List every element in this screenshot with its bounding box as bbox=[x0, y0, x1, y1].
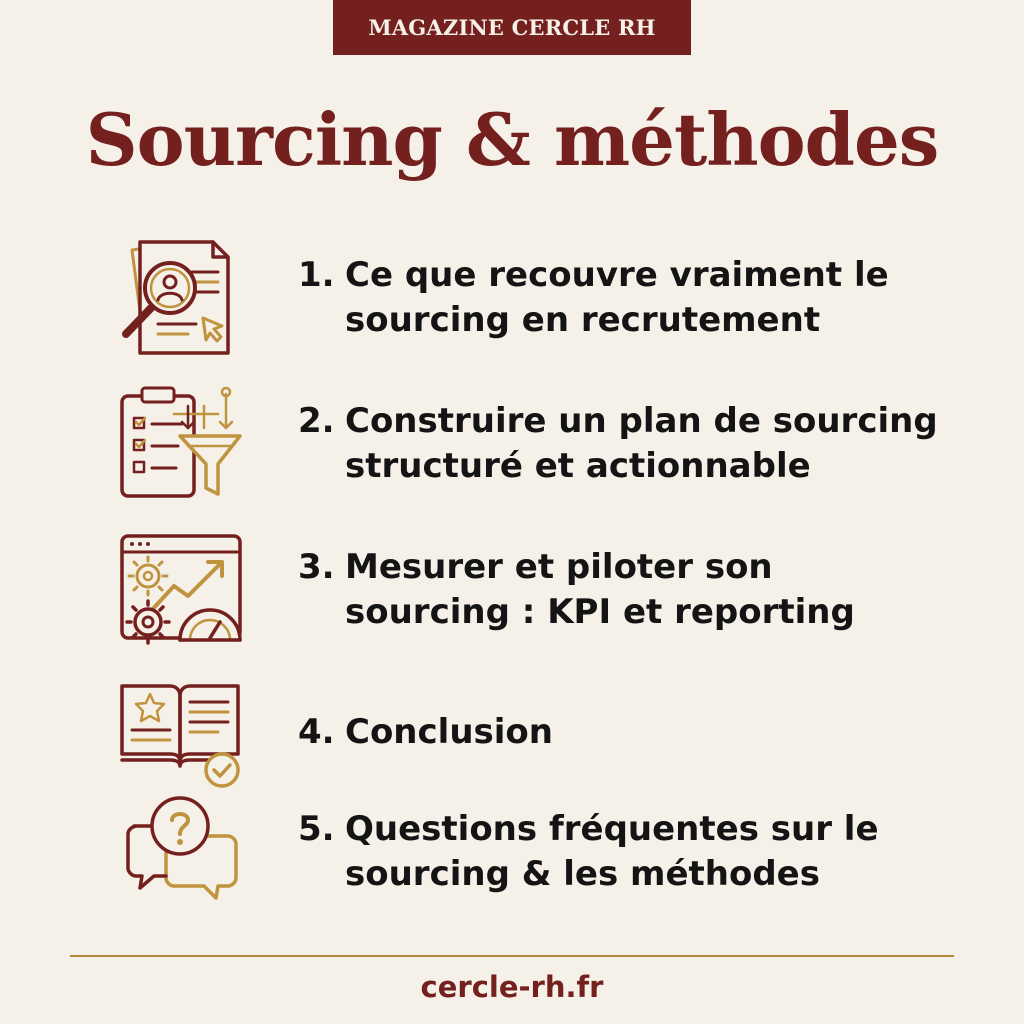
item-number: 4. bbox=[298, 711, 335, 752]
book-check-icon bbox=[118, 672, 244, 792]
item-label: Ce que recouvre vraiment le sourcing en recrutement bbox=[345, 255, 889, 340]
list-item-2 bbox=[118, 384, 998, 504]
dashboard-growth-icon bbox=[118, 530, 244, 650]
footer-divider bbox=[70, 955, 954, 957]
item-number: 5. bbox=[298, 809, 335, 849]
list-item-3 bbox=[118, 530, 998, 650]
item-number: 2. bbox=[298, 401, 335, 441]
item-label: Conclusion bbox=[345, 711, 553, 752]
list-item-1 bbox=[118, 238, 998, 358]
question-bubbles-icon bbox=[118, 792, 244, 912]
footer-url[interactable]: cercle-rh.fr bbox=[420, 970, 604, 1004]
clipboard-funnel-icon bbox=[118, 384, 244, 504]
item-number: 1. bbox=[298, 255, 335, 295]
item-number: 3. bbox=[298, 547, 335, 587]
item-label: Mesurer et piloter son sourcing : KPI et reporting bbox=[345, 547, 855, 632]
magnifier-document-icon bbox=[118, 238, 244, 358]
magazine-banner: MAGAZINE CERCLE RH bbox=[333, 0, 691, 55]
list-item-5 bbox=[118, 792, 998, 912]
item-label: Construire un plan de sourcing structuré et actionnable bbox=[345, 401, 938, 486]
item-label: Questions fréquentes sur le sourcing & les méthodes bbox=[345, 809, 879, 894]
page-title: Sourcing & méthodes bbox=[85, 97, 939, 182]
list-item-4 bbox=[118, 672, 998, 792]
